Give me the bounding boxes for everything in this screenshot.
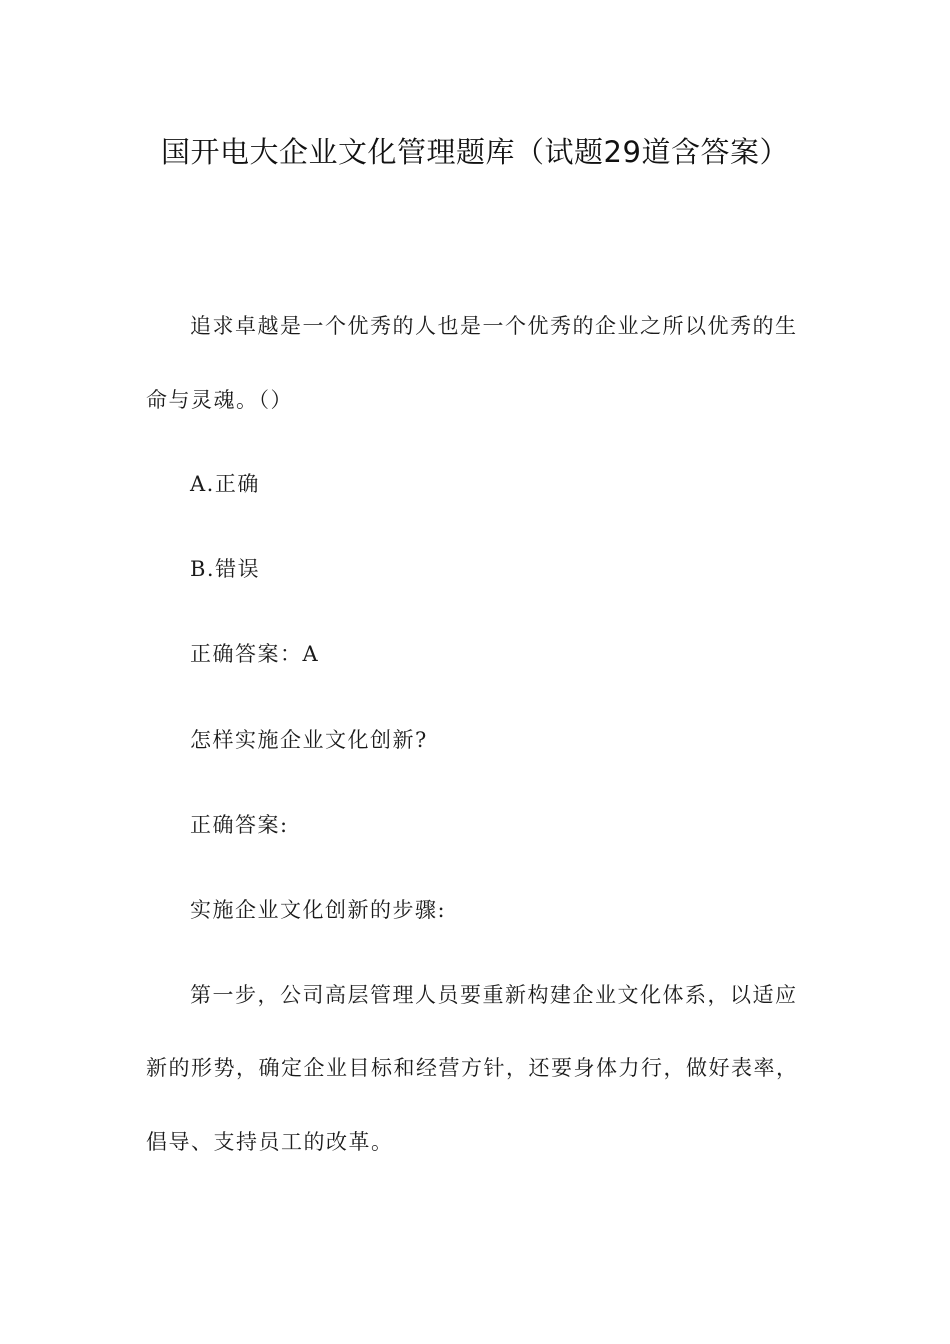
- question2-answer-label: 正确答案:: [190, 813, 289, 837]
- steps-heading: 实施企业文化创新的步骤:: [190, 898, 447, 922]
- option-b: B.错误: [190, 557, 261, 581]
- question2-text: 怎样实施企业文化创新?: [190, 728, 428, 752]
- option-a: A.正确: [190, 472, 260, 496]
- step1-line1: 第一步，公司高层管理人员要重新构建企业文化体系，以适应: [190, 983, 798, 1007]
- step1-line3: 倡导、支持员工的改革。: [146, 1130, 394, 1154]
- question1-text-line2: 命与灵魂。（）: [146, 388, 293, 412]
- document-title: 国开电大企业文化管理题库（试题29道含答案）: [161, 135, 789, 169]
- step1-line2: 新的形势，确定企业目标和经营方针，还要身体力行，做好表率，: [146, 1056, 799, 1080]
- question1-answer: 正确答案：A: [190, 642, 320, 666]
- question1-text-line1: 追求卓越是一个优秀的人也是一个优秀的企业之所以优秀的生: [190, 314, 798, 338]
